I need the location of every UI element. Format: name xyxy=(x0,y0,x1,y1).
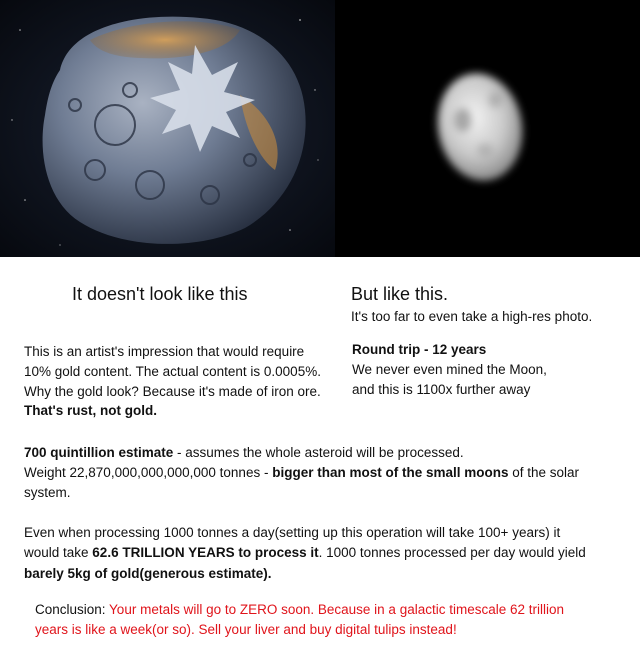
right-text-line-3: and this is 1100x further away xyxy=(352,382,531,397)
processing-line-2 xyxy=(24,545,586,562)
estimate-solar: of the solar xyxy=(508,465,580,480)
left-text-line-1: This is an artist's impression that would require xyxy=(24,344,305,359)
right-subheading: It's too far to even take a high-res photo. xyxy=(351,309,593,324)
conclusion-line-1 xyxy=(35,602,564,619)
conclusion-text-1: Your metals will go to ZERO soon. Because in a galactic timescale 62 trillion xyxy=(109,602,565,617)
right-text-line-2: We never even mined the Moon, xyxy=(352,362,547,377)
artist-impression-image xyxy=(0,0,335,257)
processing-suffix: . 1000 tonnes processed per day would yield xyxy=(318,545,586,560)
estimate-rest: - assumes the whole asteroid will be processed. xyxy=(173,445,464,460)
estimate-line-3: system. xyxy=(24,485,71,500)
processing-years-bold: 62.6 TRILLION YEARS to process it xyxy=(92,545,319,560)
estimate-line-2 xyxy=(24,465,579,482)
image-banner xyxy=(0,0,640,257)
conclusion-label: Conclusion: xyxy=(35,602,110,617)
left-text-line-4: That's rust, not gold. xyxy=(24,403,157,418)
left-text-line-2: 10% gold content. The actual content is 0.0005%. xyxy=(24,364,321,379)
right-heading: But like this. xyxy=(351,284,449,304)
processing-prefix: would take xyxy=(24,545,93,560)
real-telescope-image xyxy=(335,0,640,257)
processing-line-1: Even when processing 1000 tonnes a day(setting up this operation will take 100+ years) it xyxy=(24,525,561,540)
conclusion-text-2: years is like a week(or so). Sell your liver and buy digital tulips instead! xyxy=(35,622,457,637)
estimate-weight: Weight 22,870,000,000,000,000 tonnes - xyxy=(24,465,273,480)
right-text-line-1: Round trip - 12 years xyxy=(352,342,487,357)
left-text-line-3: Why the gold look? Because it's made of iron ore. xyxy=(24,384,321,399)
estimate-moons-bold: bigger than most of the small moons xyxy=(272,465,509,480)
left-heading: It doesn't look like this xyxy=(72,284,248,304)
processing-line-3: barely 5kg of gold(generous estimate). xyxy=(24,566,272,581)
estimate-line-1 xyxy=(24,445,464,462)
estimate-bold: 700 quintillion estimate xyxy=(24,445,174,460)
